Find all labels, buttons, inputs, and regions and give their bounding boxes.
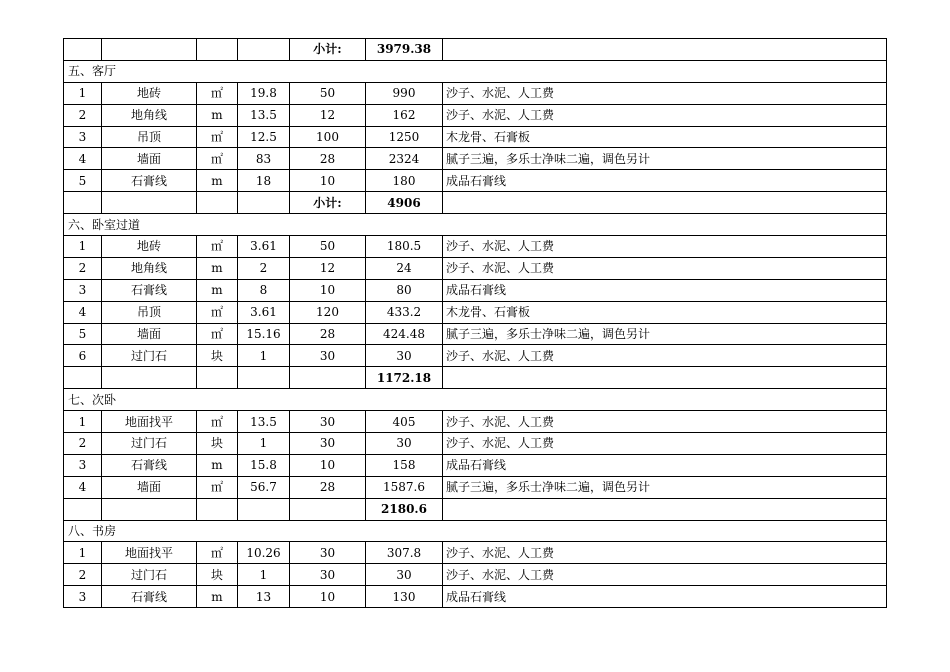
item-unit-price: 30 xyxy=(290,345,366,367)
item-unit: m xyxy=(197,170,238,192)
item-number: 3 xyxy=(64,279,102,301)
item-unit: m xyxy=(197,586,238,608)
item-name: 过门石 xyxy=(102,564,197,586)
item-quantity: 2 xyxy=(238,257,290,279)
item-number: 3 xyxy=(64,586,102,608)
note-cell xyxy=(443,39,887,61)
item-total: 180 xyxy=(366,170,443,192)
table-row xyxy=(64,82,887,104)
item-unit-price: 30 xyxy=(290,564,366,586)
item-total: 307.8 xyxy=(366,542,443,564)
item-number: 6 xyxy=(64,345,102,367)
item-number: 4 xyxy=(64,476,102,498)
item-number: 4 xyxy=(64,148,102,170)
subtotal-row xyxy=(64,367,887,389)
item-quantity: 1 xyxy=(238,345,290,367)
item-number: 1 xyxy=(64,236,102,258)
item-unit-price: 10 xyxy=(290,454,366,476)
table-row xyxy=(64,279,887,301)
item-number: 5 xyxy=(64,323,102,345)
section-title: 六、卧室过道 xyxy=(64,214,887,236)
section-header-row xyxy=(64,389,887,411)
item-unit: m xyxy=(197,257,238,279)
name-cell xyxy=(102,192,197,214)
item-unit: ㎡ xyxy=(197,323,238,345)
table-row xyxy=(64,411,887,433)
item-name: 地面找平 xyxy=(102,542,197,564)
item-unit: 块 xyxy=(197,345,238,367)
item-name: 墙面 xyxy=(102,148,197,170)
unit-cell xyxy=(197,39,238,61)
item-number: 4 xyxy=(64,301,102,323)
subtotal-row xyxy=(64,39,887,61)
item-quantity: 83 xyxy=(238,148,290,170)
item-note: 成品石膏线 xyxy=(443,586,887,608)
item-unit-price: 28 xyxy=(290,148,366,170)
item-name: 石膏线 xyxy=(102,170,197,192)
item-name: 石膏线 xyxy=(102,454,197,476)
table-row xyxy=(64,323,887,345)
item-quantity: 3.61 xyxy=(238,301,290,323)
item-unit: ㎡ xyxy=(197,301,238,323)
subtotal-value: 2180.6 xyxy=(366,498,443,520)
item-name: 过门石 xyxy=(102,345,197,367)
item-total: 433.2 xyxy=(366,301,443,323)
item-total: 130 xyxy=(366,586,443,608)
item-quantity: 8 xyxy=(238,279,290,301)
name-cell xyxy=(102,367,197,389)
item-unit: 块 xyxy=(197,433,238,455)
qty-cell xyxy=(238,192,290,214)
item-name: 地砖 xyxy=(102,82,197,104)
qty-cell xyxy=(238,367,290,389)
item-note: 沙子、水泥、人工费 xyxy=(443,433,887,455)
item-note: 沙子、水泥、人工费 xyxy=(443,82,887,104)
item-unit: ㎡ xyxy=(197,411,238,433)
item-total: 30 xyxy=(366,433,443,455)
table-row xyxy=(64,148,887,170)
item-unit: 块 xyxy=(197,564,238,586)
subtotal-row xyxy=(64,192,887,214)
unit-cell xyxy=(197,192,238,214)
item-unit: m xyxy=(197,279,238,301)
item-unit-price: 120 xyxy=(290,301,366,323)
item-quantity: 1 xyxy=(238,433,290,455)
table-row xyxy=(64,104,887,126)
item-quantity: 1 xyxy=(238,564,290,586)
item-unit: ㎡ xyxy=(197,148,238,170)
unit-cell xyxy=(197,367,238,389)
subtotal-label xyxy=(290,367,366,389)
item-total: 424.48 xyxy=(366,323,443,345)
table-row xyxy=(64,236,887,258)
item-total: 1587.6 xyxy=(366,476,443,498)
item-note: 沙子、水泥、人工费 xyxy=(443,257,887,279)
item-name: 石膏线 xyxy=(102,586,197,608)
item-unit-price: 10 xyxy=(290,170,366,192)
quotation-table xyxy=(63,38,887,608)
no-cell xyxy=(64,498,102,520)
item-unit: ㎡ xyxy=(197,126,238,148)
item-total: 2324 xyxy=(366,148,443,170)
note-cell xyxy=(443,192,887,214)
item-number: 1 xyxy=(64,82,102,104)
item-name: 地面找平 xyxy=(102,411,197,433)
item-number: 2 xyxy=(64,433,102,455)
subtotal-row xyxy=(64,498,887,520)
item-note: 沙子、水泥、人工费 xyxy=(443,345,887,367)
table-row xyxy=(64,433,887,455)
item-name: 石膏线 xyxy=(102,279,197,301)
item-quantity: 19.8 xyxy=(238,82,290,104)
section-header-row xyxy=(64,520,887,542)
item-number: 2 xyxy=(64,564,102,586)
name-cell xyxy=(102,498,197,520)
item-note: 成品石膏线 xyxy=(443,454,887,476)
subtotal-value: 3979.38 xyxy=(366,39,443,61)
item-unit-price: 50 xyxy=(290,82,366,104)
subtotal-label xyxy=(290,498,366,520)
item-total: 180.5 xyxy=(366,236,443,258)
item-quantity: 18 xyxy=(238,170,290,192)
item-unit-price: 28 xyxy=(290,476,366,498)
name-cell xyxy=(102,39,197,61)
item-total: 30 xyxy=(366,564,443,586)
no-cell xyxy=(64,192,102,214)
subtotal-label: 小计: xyxy=(290,39,366,61)
item-note: 沙子、水泥、人工费 xyxy=(443,411,887,433)
note-cell xyxy=(443,367,887,389)
section-title: 八、书房 xyxy=(64,520,887,542)
item-note: 沙子、水泥、人工费 xyxy=(443,564,887,586)
item-quantity: 13.5 xyxy=(238,104,290,126)
item-note: 沙子、水泥、人工费 xyxy=(443,542,887,564)
item-name: 墙面 xyxy=(102,476,197,498)
item-name: 地角线 xyxy=(102,104,197,126)
item-unit: ㎡ xyxy=(197,82,238,104)
item-quantity: 3.61 xyxy=(238,236,290,258)
item-note: 腻子三遍，多乐士净味二遍，调色另计 xyxy=(443,148,887,170)
item-unit: ㎡ xyxy=(197,476,238,498)
section-header-row xyxy=(64,214,887,236)
item-number: 5 xyxy=(64,170,102,192)
item-quantity: 15.8 xyxy=(238,454,290,476)
section-header-row xyxy=(64,60,887,82)
table-row xyxy=(64,257,887,279)
item-unit-price: 30 xyxy=(290,542,366,564)
item-number: 2 xyxy=(64,257,102,279)
item-name: 吊顶 xyxy=(102,301,197,323)
item-unit: m xyxy=(197,104,238,126)
table-row xyxy=(64,586,887,608)
unit-cell xyxy=(197,498,238,520)
item-number: 1 xyxy=(64,542,102,564)
item-note: 成品石膏线 xyxy=(443,279,887,301)
item-unit-price: 10 xyxy=(290,279,366,301)
item-note: 成品石膏线 xyxy=(443,170,887,192)
section-title: 七、次卧 xyxy=(64,389,887,411)
qty-cell xyxy=(238,498,290,520)
item-total: 990 xyxy=(366,82,443,104)
item-unit-price: 28 xyxy=(290,323,366,345)
item-total: 30 xyxy=(366,345,443,367)
subtotal-value: 1172.18 xyxy=(366,367,443,389)
item-quantity: 15.16 xyxy=(238,323,290,345)
item-name: 地砖 xyxy=(102,236,197,258)
item-total: 405 xyxy=(366,411,443,433)
item-number: 3 xyxy=(64,454,102,476)
item-total: 80 xyxy=(366,279,443,301)
item-unit: m xyxy=(197,454,238,476)
item-number: 2 xyxy=(64,104,102,126)
table-row xyxy=(64,126,887,148)
item-unit-price: 12 xyxy=(290,104,366,126)
table-row xyxy=(64,542,887,564)
item-unit: ㎡ xyxy=(197,542,238,564)
no-cell xyxy=(64,39,102,61)
item-name: 墙面 xyxy=(102,323,197,345)
item-quantity: 12.5 xyxy=(238,126,290,148)
item-unit: ㎡ xyxy=(197,236,238,258)
item-number: 1 xyxy=(64,411,102,433)
subtotal-value: 4906 xyxy=(366,192,443,214)
item-note: 木龙骨、石膏板 xyxy=(443,301,887,323)
item-name: 吊顶 xyxy=(102,126,197,148)
item-total: 162 xyxy=(366,104,443,126)
item-unit-price: 12 xyxy=(290,257,366,279)
subtotal-label: 小计: xyxy=(290,192,366,214)
item-unit-price: 100 xyxy=(290,126,366,148)
no-cell xyxy=(64,367,102,389)
item-number: 3 xyxy=(64,126,102,148)
item-note: 木龙骨、石膏板 xyxy=(443,126,887,148)
item-unit-price: 30 xyxy=(290,411,366,433)
item-name: 过门石 xyxy=(102,433,197,455)
table-row xyxy=(64,345,887,367)
item-note: 沙子、水泥、人工费 xyxy=(443,104,887,126)
item-unit-price: 30 xyxy=(290,433,366,455)
note-cell xyxy=(443,498,887,520)
item-total: 24 xyxy=(366,257,443,279)
item-quantity: 56.7 xyxy=(238,476,290,498)
table-row xyxy=(64,301,887,323)
item-name: 地角线 xyxy=(102,257,197,279)
item-note: 腻子三遍，多乐士净味二遍，调色另计 xyxy=(443,476,887,498)
table-row xyxy=(64,170,887,192)
item-total: 1250 xyxy=(366,126,443,148)
qty-cell xyxy=(238,39,290,61)
item-quantity: 10.26 xyxy=(238,542,290,564)
item-unit-price: 50 xyxy=(290,236,366,258)
item-quantity: 13 xyxy=(238,586,290,608)
item-unit-price: 10 xyxy=(290,586,366,608)
item-note: 腻子三遍，多乐士净味二遍，调色另计 xyxy=(443,323,887,345)
item-note: 沙子、水泥、人工费 xyxy=(443,236,887,258)
table-row xyxy=(64,476,887,498)
item-quantity: 13.5 xyxy=(238,411,290,433)
table-row xyxy=(64,564,887,586)
item-total: 158 xyxy=(366,454,443,476)
section-title: 五、客厅 xyxy=(64,60,887,82)
table-row xyxy=(64,454,887,476)
